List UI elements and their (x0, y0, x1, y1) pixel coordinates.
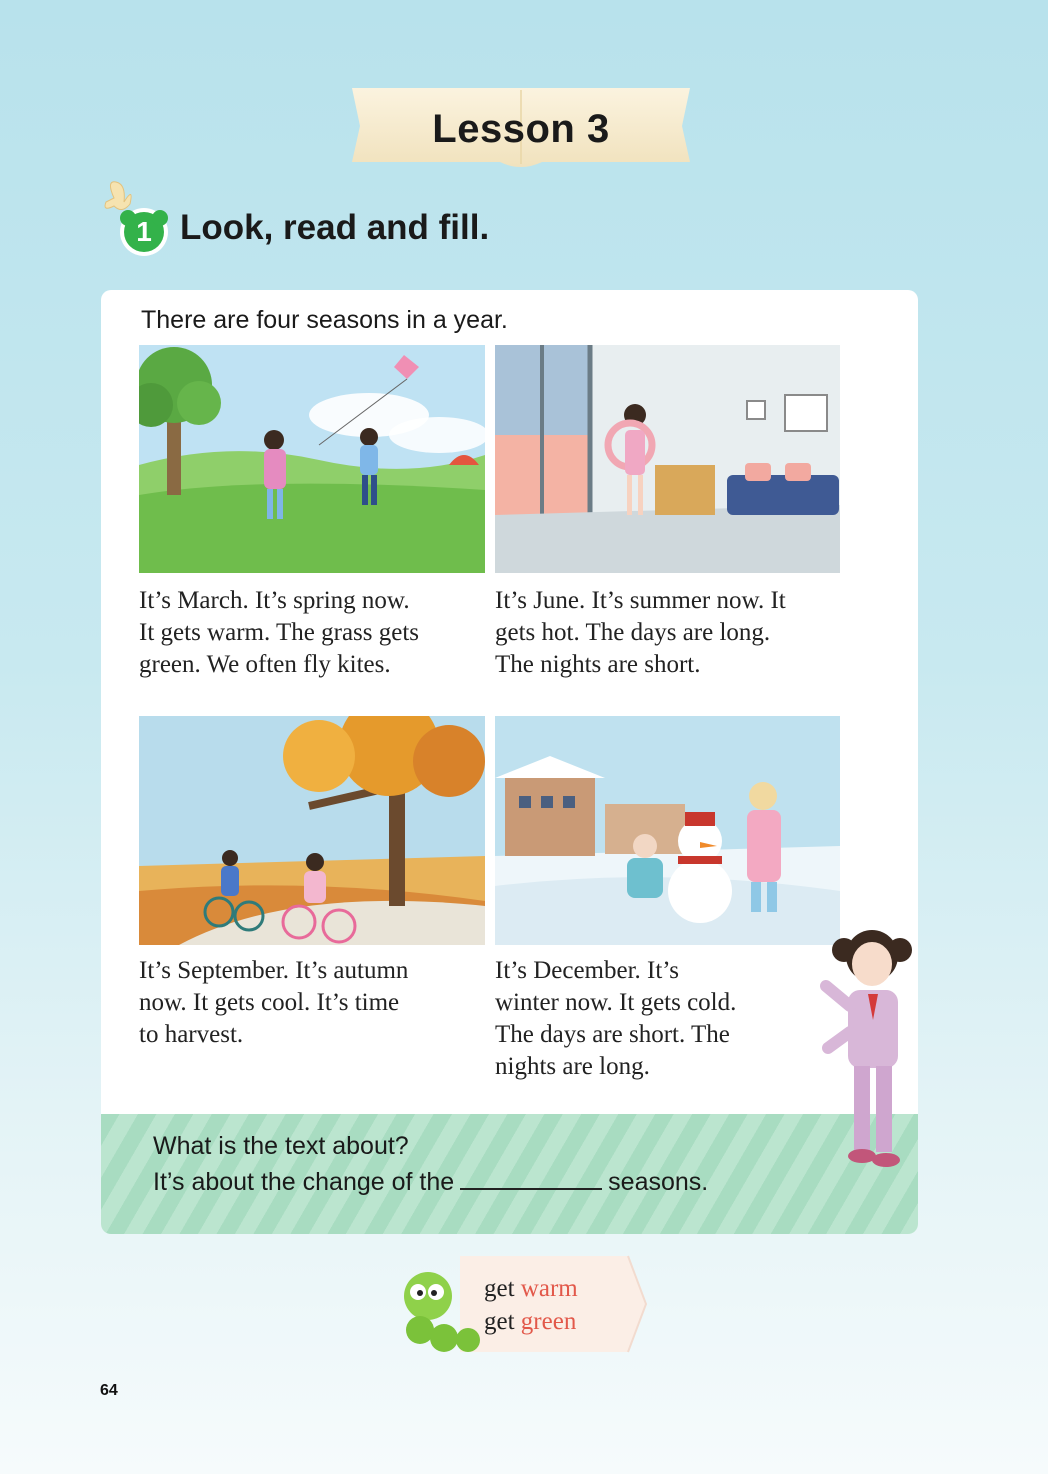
butterfly-icon (105, 182, 131, 210)
question-band (101, 1114, 918, 1234)
answer-suffix: seasons. (608, 1168, 709, 1196)
caption-line: The days are short. The (495, 1021, 730, 1048)
question-text: What is the text about? (153, 1132, 409, 1160)
caption-line: now. It gets cool. It’s time (139, 989, 400, 1016)
reading-card (101, 290, 918, 1234)
caption-line: It’s June. It’s summer now. It (495, 587, 786, 614)
caption-line: green. We often fly kites. (139, 651, 391, 678)
winter-illustration (495, 716, 840, 945)
spring-caption (139, 585, 419, 681)
task-badge (100, 176, 172, 260)
tip-word: warm (520, 1275, 578, 1302)
autumn-illustration (139, 716, 485, 945)
question-answer-line (153, 1168, 708, 1197)
tip-verb: get (484, 1275, 515, 1302)
caption-line: winter now. It gets cold. (495, 989, 737, 1016)
caption-line: It’s December. It’s (495, 957, 679, 984)
caption-line: gets hot. The days are long. (495, 619, 771, 646)
summer-caption (495, 585, 786, 681)
tip-line (484, 1272, 578, 1305)
answer-blank[interactable] (460, 1168, 602, 1190)
caption-line: nights are long. (495, 1053, 650, 1080)
tip-word: green (520, 1308, 577, 1335)
caption-line: It’s March. It’s spring now. (139, 587, 410, 614)
autumn-caption (139, 955, 408, 1051)
spring-illustration (139, 345, 485, 573)
intro-text: There are four seasons in a year. (141, 306, 508, 334)
summer-illustration (495, 345, 840, 573)
vocabulary-tip (390, 1252, 656, 1362)
winter-caption (495, 955, 736, 1083)
lesson-banner (352, 86, 690, 166)
page-number: 64 (100, 1382, 118, 1399)
caption-line: It’s September. It’s autumn (139, 957, 409, 984)
girl-character (820, 920, 920, 1172)
task-number: 1 (136, 216, 152, 247)
answer-prefix: It’s about the change of the (153, 1168, 455, 1196)
lesson-title: Lesson 3 (432, 106, 610, 151)
tip-verb: get (484, 1308, 515, 1335)
caption-line: The nights are short. (495, 651, 701, 678)
caption-line: to harvest. (139, 1021, 244, 1048)
tip-lines (484, 1272, 578, 1338)
tip-line (484, 1305, 578, 1338)
caption-line: It gets warm. The grass gets (139, 619, 420, 646)
task-title: Look, read and fill. (180, 208, 490, 247)
